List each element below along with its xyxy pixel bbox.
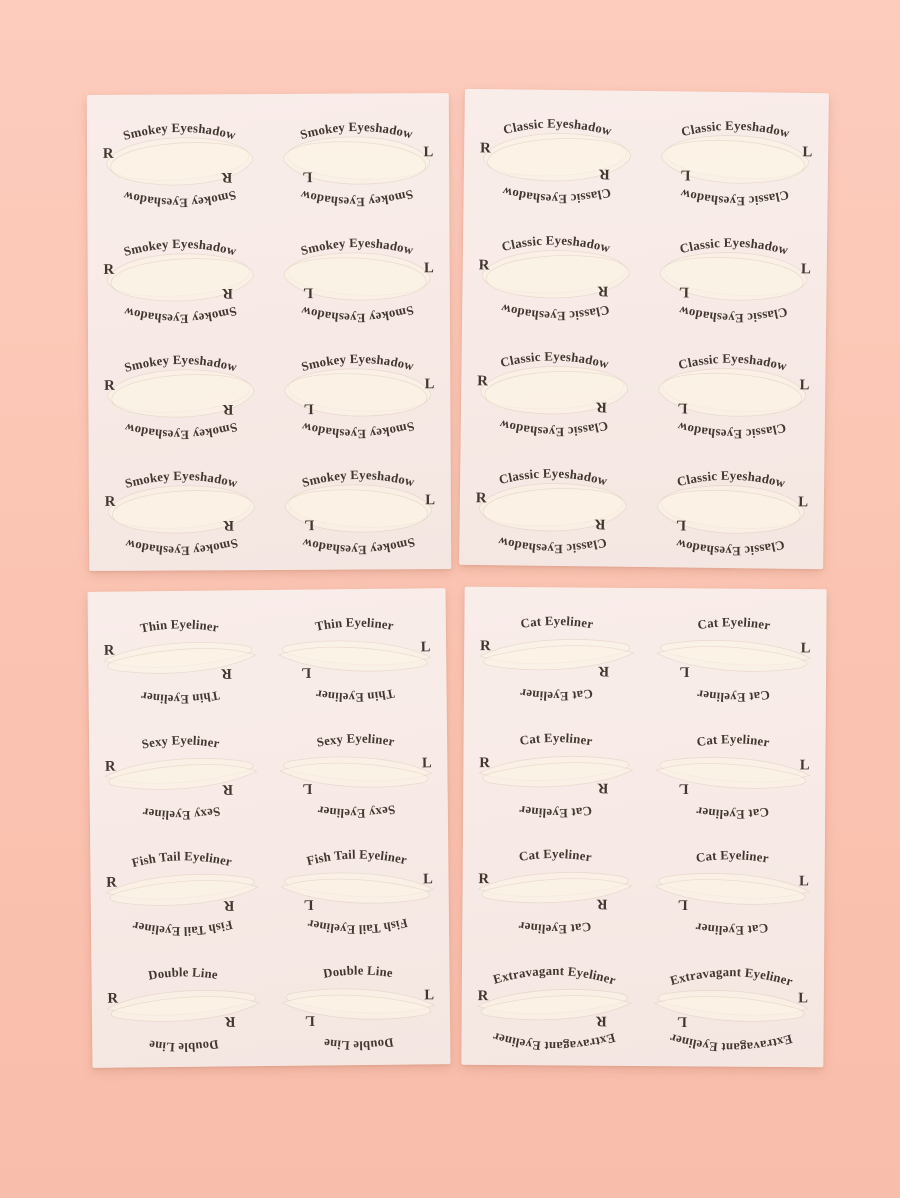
eye-side-letter: R bbox=[103, 642, 115, 659]
stencil-tile bbox=[268, 215, 446, 332]
stencil-tile bbox=[467, 709, 645, 827]
eye-side-letter-flipped: L bbox=[304, 516, 315, 533]
stencil-tile bbox=[466, 826, 644, 944]
stencil-label: Smokey Eyeshadow bbox=[123, 468, 240, 492]
flipped-stencil-unit bbox=[285, 911, 429, 937]
stencil-label-flipped: Extravagant Eyeliner bbox=[668, 1030, 794, 1054]
flipped-stencil-unit bbox=[658, 1029, 804, 1055]
stencil-tile bbox=[93, 712, 269, 830]
stencil-label: Smokey Eyeshadow bbox=[122, 352, 239, 376]
eye-side-letter: L bbox=[423, 144, 434, 161]
stencil-label-flipped: Cat Eyeliner bbox=[695, 686, 771, 705]
flipped-stencil-unit bbox=[480, 413, 627, 440]
embossed-stencil-shapes bbox=[104, 642, 256, 674]
stencil-label-flipped: Smokey Eyeshadow bbox=[299, 302, 416, 325]
stencil-tile bbox=[644, 711, 822, 829]
stencil-label-flipped: Smokey Eyeshadow bbox=[299, 186, 415, 209]
flipped-stencil-unit bbox=[108, 681, 252, 707]
classic-eyeshadow-sheet bbox=[459, 89, 829, 569]
eye-side-letter: L bbox=[421, 755, 432, 772]
stencil-tile bbox=[270, 942, 446, 1060]
stencil-label: Cat Eyeliner bbox=[694, 848, 770, 866]
flipped-stencil-unit bbox=[482, 911, 628, 937]
stencil-label: Smokey Eyeshadow bbox=[300, 468, 417, 491]
eye-side-letter-flipped: R bbox=[598, 165, 610, 182]
stencil-label: Smokey Eyeshadow bbox=[122, 236, 238, 259]
eye-side-letter-flipped: L bbox=[678, 283, 690, 300]
stencil-label: Classic Eyeshadow bbox=[497, 466, 609, 489]
stencil-label-flipped: Fish Tail Eyeliner bbox=[131, 917, 235, 939]
flipped-stencil-unit bbox=[483, 794, 629, 820]
flipped-stencil-unit bbox=[483, 180, 630, 207]
flipped-stencil-unit bbox=[283, 679, 427, 705]
stencil-label-flipped: Double Line bbox=[148, 1036, 220, 1055]
stencil-label: Cat Eyeliner bbox=[519, 613, 595, 632]
stencil-label-flipped: Classic Eyeshadow bbox=[499, 300, 611, 323]
stencil-label: Cat Eyeliner bbox=[517, 846, 593, 865]
stencil-tile bbox=[92, 332, 270, 449]
flipped-stencil-unit bbox=[484, 678, 630, 704]
stencil-graphic bbox=[466, 826, 644, 944]
stencil-graphic bbox=[463, 445, 642, 564]
eye-side-letter-flipped: L bbox=[679, 663, 690, 680]
smokey-eyeshadow-sheet bbox=[87, 93, 451, 571]
eye-side-letter: R bbox=[479, 140, 491, 157]
eye-side-letter: L bbox=[798, 873, 809, 890]
stencil-label: Fish Tail Eyeliner bbox=[305, 847, 409, 869]
stencil-tile bbox=[91, 100, 269, 217]
eye-side-letter: L bbox=[800, 260, 811, 278]
stencil-graphic bbox=[465, 942, 643, 1060]
stencil-label: Classic Eyeshadow bbox=[678, 235, 790, 258]
stencil-tile bbox=[465, 328, 644, 447]
flipped-stencil-unit bbox=[284, 184, 430, 210]
embossed-stencil-shapes bbox=[107, 990, 259, 1022]
stencil-graphic bbox=[92, 596, 268, 714]
stencil-graphic bbox=[270, 447, 448, 564]
flipped-stencil-unit bbox=[658, 416, 805, 443]
flipped-stencil-unit bbox=[110, 913, 254, 939]
flipped-stencil-unit bbox=[112, 1029, 256, 1055]
stencil-graphic bbox=[645, 97, 824, 216]
eye-side-letter: R bbox=[103, 261, 115, 278]
stencil-tile bbox=[267, 594, 443, 712]
stencil-label: Classic Eyeshadow bbox=[498, 349, 611, 372]
stencil-label-flipped: Smokey Eyeshadow bbox=[123, 419, 239, 442]
stencil-label: Smokey Eyeshadow bbox=[299, 352, 416, 375]
stencil-label: Double Line bbox=[322, 963, 394, 981]
eye-side-letter-flipped: R bbox=[224, 1013, 236, 1030]
eye-side-letter-flipped: L bbox=[678, 779, 689, 796]
eye-side-letter-flipped: L bbox=[303, 284, 314, 301]
eye-side-letter: L bbox=[799, 756, 810, 773]
flipped-stencil-unit bbox=[482, 297, 629, 324]
flipped-stencil-unit bbox=[661, 679, 807, 705]
stencil-label: Smokey Eyeshadow bbox=[299, 235, 415, 259]
stencil-tile bbox=[466, 212, 645, 331]
eye-side-letter: L bbox=[423, 871, 433, 888]
eye-side-letter: R bbox=[478, 257, 490, 274]
stencil-tile bbox=[269, 826, 445, 944]
flipped-stencil-unit bbox=[287, 1027, 431, 1053]
stencil-label-flipped: Classic Eyeshadow bbox=[496, 534, 608, 556]
stencil-graphic bbox=[644, 214, 823, 333]
eye-side-letter: R bbox=[480, 638, 491, 655]
stencil-graphic bbox=[268, 710, 444, 828]
stencil-label: Cat Eyeliner bbox=[696, 615, 772, 633]
eye-side-letter: L bbox=[423, 260, 434, 277]
stencil-tile bbox=[468, 593, 646, 711]
flipped-stencil-unit bbox=[657, 532, 804, 559]
stencil-label: Thin Eyeliner bbox=[138, 617, 220, 636]
stencil-tile bbox=[268, 710, 444, 828]
stencil-label: Fish Tail Eyeliner bbox=[130, 849, 234, 871]
stencil-label-flipped: Thin Eyeliner bbox=[139, 687, 221, 707]
stencil-label-flipped: Classic Eyeshadow bbox=[678, 186, 791, 209]
eye-side-letter: L bbox=[802, 144, 813, 161]
stencil-graphic bbox=[270, 942, 446, 1060]
stencil-tile bbox=[268, 99, 446, 216]
eye-side-letter-flipped: R bbox=[222, 401, 234, 418]
eye-side-letter-flipped: L bbox=[302, 168, 313, 185]
flipped-stencil-unit bbox=[107, 185, 253, 211]
stencil-graphic bbox=[467, 709, 645, 827]
eye-side-letter: L bbox=[420, 639, 431, 656]
embossed-stencil-shapes bbox=[106, 874, 258, 906]
eye-side-letter-flipped: L bbox=[303, 896, 314, 913]
stencil-label-flipped: Double Line bbox=[322, 1035, 395, 1053]
eye-side-letter-flipped: L bbox=[303, 400, 314, 417]
stencil-label: Smokey Eyeshadow bbox=[298, 119, 415, 143]
stencil-graphic bbox=[269, 331, 447, 448]
stencil-tile bbox=[91, 216, 269, 333]
stencil-tile bbox=[92, 596, 268, 714]
stencil-tile bbox=[643, 330, 822, 449]
eye-side-letter: R bbox=[104, 758, 116, 775]
stencil-label-flipped: Classic Eyeshadow bbox=[677, 302, 789, 325]
stencil-tile bbox=[641, 447, 820, 566]
eye-side-letter-flipped: R bbox=[223, 897, 235, 914]
stencil-label: Classic Eyeshadow bbox=[675, 468, 787, 491]
eye-side-letter-flipped: R bbox=[597, 779, 609, 796]
stencil-graphic bbox=[643, 330, 822, 449]
stencil-graphic bbox=[93, 448, 271, 565]
eye-side-letter-flipped: R bbox=[594, 515, 606, 532]
cat-extravagant-eyeliner-sheet bbox=[461, 587, 826, 1068]
stencil-graphic bbox=[643, 827, 821, 945]
eye-side-letter-flipped: L bbox=[301, 664, 312, 681]
flipped-stencil-unit bbox=[660, 796, 806, 822]
stencil-label: Classic Eyeshadow bbox=[501, 116, 614, 139]
stencil-tile bbox=[645, 594, 823, 712]
flipped-stencil-unit bbox=[108, 301, 254, 327]
eye-side-letter: R bbox=[107, 990, 119, 1007]
embossed-stencil-shapes bbox=[480, 639, 634, 671]
stencil-label-flipped: Classic Eyeshadow bbox=[674, 536, 786, 559]
stencil-label-flipped: Classic Eyeshadow bbox=[498, 417, 610, 440]
flipped-stencil-unit bbox=[108, 417, 254, 443]
stencil-label: Sexy Eyeliner bbox=[315, 731, 396, 750]
eye-side-letter: R bbox=[478, 871, 490, 888]
stencil-graphic bbox=[94, 828, 270, 946]
stencil-graphic bbox=[641, 447, 820, 566]
stencil-tile bbox=[643, 827, 821, 945]
flipped-stencil-unit bbox=[660, 299, 807, 326]
flipped-stencil-unit bbox=[284, 795, 428, 821]
flipped-stencil-unit bbox=[109, 797, 253, 823]
eyeliner-variety-sheet bbox=[88, 588, 451, 1068]
flipped-stencil-unit bbox=[479, 530, 626, 557]
stencil-label-flipped: Classic Eyeshadow bbox=[500, 184, 613, 206]
eye-side-letter: R bbox=[104, 493, 116, 510]
eye-side-letter-flipped: R bbox=[223, 517, 235, 534]
flipped-stencil-unit bbox=[285, 300, 431, 326]
eye-side-letter: L bbox=[424, 376, 435, 393]
eye-side-letter-flipped: R bbox=[221, 168, 233, 186]
eye-side-letter: L bbox=[424, 987, 435, 1004]
stencil-graphic bbox=[93, 712, 269, 830]
eye-side-letter-flipped: L bbox=[302, 780, 313, 797]
stencil-label-flipped: Cat Eyeliner bbox=[518, 802, 593, 820]
stencil-graphic bbox=[268, 215, 446, 332]
embossed-stencil-shapes bbox=[105, 758, 257, 790]
stencil-label: Extravagant Eyeliner bbox=[491, 963, 618, 988]
stencil-label-flipped: Cat Eyeliner bbox=[518, 685, 594, 704]
embossed-stencil-shapes bbox=[479, 755, 633, 787]
eye-side-letter: R bbox=[479, 754, 490, 771]
eye-side-letter-flipped: R bbox=[598, 662, 610, 679]
eye-side-letter: L bbox=[799, 377, 810, 394]
stencil-graphic bbox=[468, 593, 646, 711]
eye-side-letter-flipped: R bbox=[222, 781, 234, 798]
eye-side-letter: L bbox=[798, 494, 809, 511]
embossed-stencil-shapes bbox=[478, 872, 632, 904]
stencil-graphic bbox=[95, 944, 271, 1062]
stencil-label-flipped: Sexy Eyeliner bbox=[316, 802, 397, 821]
flipped-stencil-unit bbox=[481, 1027, 627, 1053]
stencil-tile bbox=[93, 448, 271, 565]
stencil-graphic bbox=[465, 328, 644, 447]
eye-side-letter: R bbox=[106, 874, 117, 891]
eye-side-letter-flipped: L bbox=[677, 399, 688, 417]
eye-side-letter-flipped: R bbox=[596, 895, 608, 912]
flipped-stencil-unit bbox=[286, 532, 432, 558]
eye-side-letter-flipped: R bbox=[221, 665, 232, 682]
stencil-tile bbox=[269, 331, 447, 448]
eye-side-letter: R bbox=[102, 145, 114, 162]
eye-side-letter: R bbox=[477, 373, 489, 390]
eye-side-letter-flipped: L bbox=[304, 1012, 315, 1029]
stencil-label-flipped: Cat Eyeliner bbox=[517, 918, 593, 937]
eye-side-letter: L bbox=[425, 492, 436, 509]
stencil-graphic bbox=[642, 943, 820, 1061]
eye-side-letter-flipped: R bbox=[222, 284, 233, 302]
stencil-label: Extravagant Eyeliner bbox=[668, 964, 795, 989]
flipped-stencil-unit bbox=[109, 533, 255, 559]
stencil-tile bbox=[463, 445, 642, 564]
stencil-label-flipped: Classic Eyeshadow bbox=[676, 419, 788, 442]
stencil-graphic bbox=[268, 99, 446, 216]
stencil-label: Cat Eyeliner bbox=[518, 730, 594, 748]
stencil-tile bbox=[94, 828, 270, 946]
stencil-label-flipped: Smokey Eyeshadow bbox=[300, 534, 417, 558]
flipped-stencil-unit bbox=[285, 416, 431, 442]
eye-side-letter-flipped: L bbox=[680, 166, 691, 183]
stencil-graphic bbox=[269, 826, 445, 944]
stencil-label: Sexy Eyeliner bbox=[140, 733, 221, 752]
stencil-label-flipped: Thin Eyeliner bbox=[314, 686, 396, 705]
eye-side-letter: R bbox=[475, 490, 487, 507]
flipped-stencil-unit bbox=[661, 182, 808, 209]
stencil-tile bbox=[465, 942, 643, 1060]
eye-side-letter: L bbox=[800, 640, 811, 657]
stencil-graphic bbox=[91, 216, 269, 333]
stencil-graphic bbox=[644, 711, 822, 829]
eye-side-letter: L bbox=[798, 989, 809, 1006]
stencil-label-flipped: Smokey Eyeshadow bbox=[122, 303, 239, 326]
stencil-label-flipped: Smokey Eyeshadow bbox=[300, 418, 416, 441]
eye-side-letter-flipped: R bbox=[597, 282, 609, 299]
stencil-graphic bbox=[466, 212, 645, 331]
stencil-label: Cat Eyeliner bbox=[695, 731, 771, 750]
stencil-label: Classic Eyeshadow bbox=[676, 352, 789, 374]
stencil-tile bbox=[467, 95, 646, 214]
stencil-graphic bbox=[92, 332, 270, 449]
stencil-label-flipped: Smokey Eyeshadow bbox=[123, 535, 240, 558]
eye-side-letter-flipped: R bbox=[596, 398, 607, 416]
stencil-graphic bbox=[91, 100, 269, 217]
stencil-label-flipped: Cat Eyeliner bbox=[695, 803, 770, 821]
eye-side-letter-flipped: L bbox=[677, 1012, 687, 1029]
eye-side-letter-flipped: L bbox=[677, 896, 688, 913]
stencil-tile bbox=[95, 944, 271, 1062]
stencil-label-flipped: Fish Tail Eyeliner bbox=[306, 915, 410, 937]
stencil-label: Smokey Eyeshadow bbox=[121, 120, 238, 143]
stencil-tile bbox=[270, 447, 448, 564]
eye-side-letter: R bbox=[104, 377, 115, 394]
stencil-graphic bbox=[267, 594, 443, 712]
stencil-label: Classic Eyeshadow bbox=[679, 118, 792, 141]
eye-side-letter: R bbox=[477, 987, 489, 1004]
eye-side-letter-flipped: L bbox=[676, 516, 687, 533]
stencil-label-flipped: Cat Eyeliner bbox=[694, 919, 770, 938]
stencil-tile bbox=[645, 97, 824, 216]
stencil-graphic bbox=[645, 594, 823, 712]
stencil-label: Double Line bbox=[147, 965, 219, 983]
stencil-label: Classic Eyeshadow bbox=[500, 233, 612, 256]
eye-side-letter-flipped: R bbox=[595, 1012, 607, 1029]
stencil-label: Thin Eyeliner bbox=[313, 615, 395, 634]
stencil-tile bbox=[642, 943, 820, 1061]
embossed-stencil-shapes bbox=[477, 988, 631, 1020]
stencil-label-flipped: Smokey Eyeshadow bbox=[122, 187, 238, 210]
stencil-tile bbox=[644, 214, 823, 333]
stencil-label-flipped: Sexy Eyeliner bbox=[141, 804, 222, 823]
stencil-graphic bbox=[467, 95, 646, 214]
stencil-label-flipped: Extravagant Eyeliner bbox=[491, 1028, 617, 1053]
flipped-stencil-unit bbox=[659, 912, 805, 938]
